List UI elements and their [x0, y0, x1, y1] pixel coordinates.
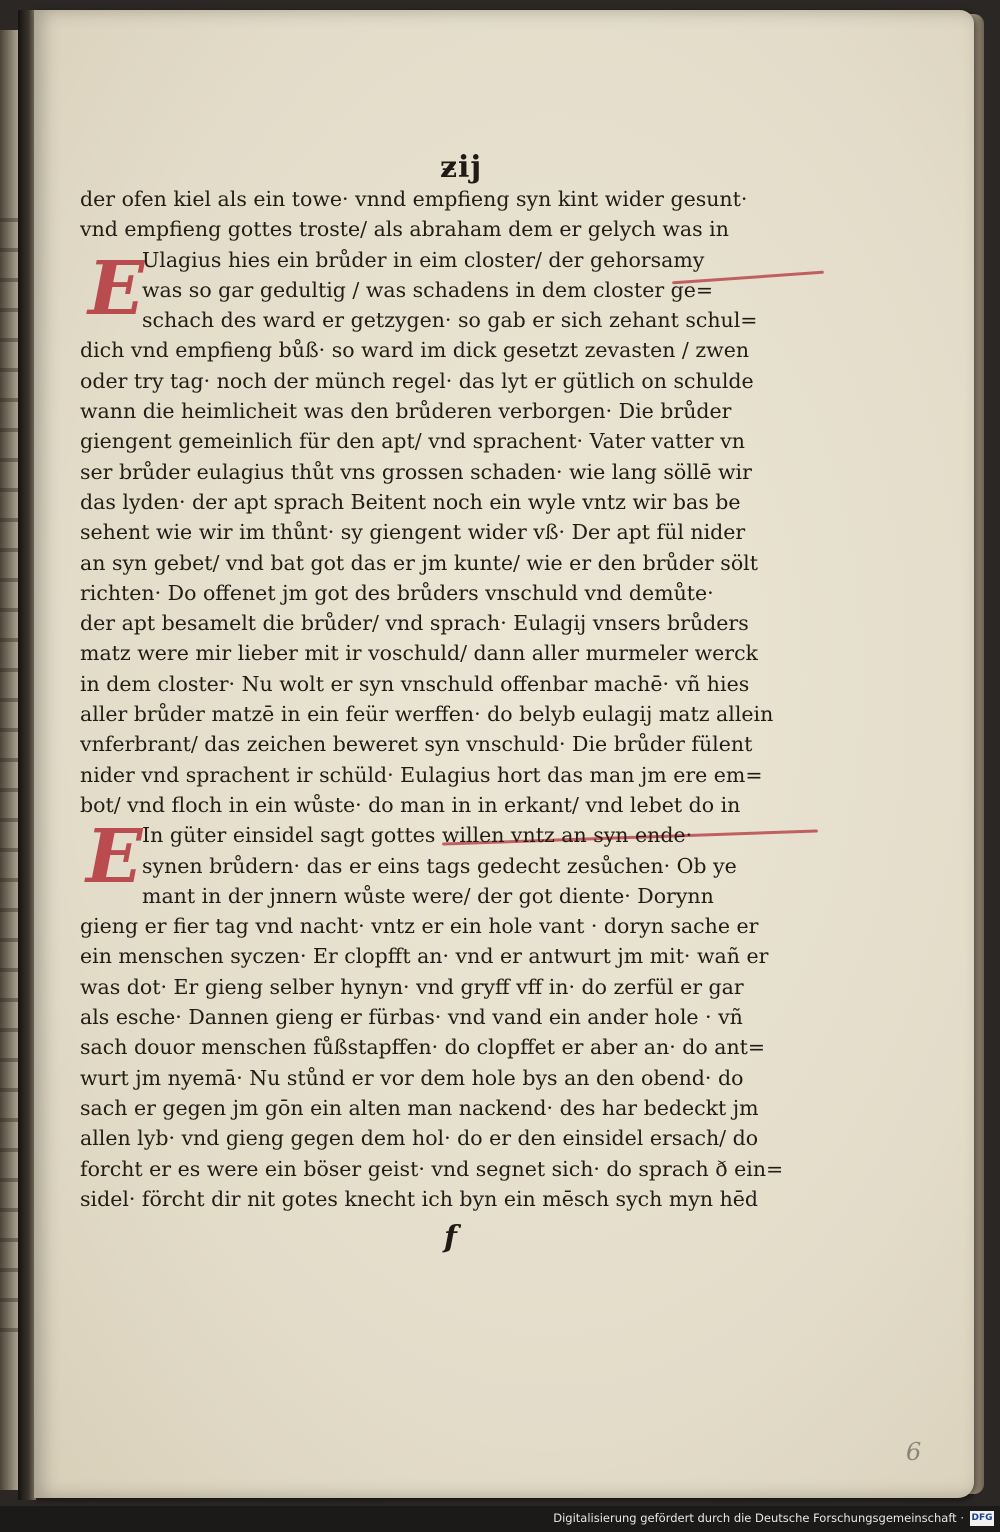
- text-line: als esche· Dannen gieng er fürbas· vnd vand ein ander hole · vñ: [80, 1005, 743, 1030]
- text-line: wann die heimlicheit was den brůderen verborgen· Die brůder: [80, 399, 732, 424]
- text-line: In güter einsidel sagt gottes willen vntz an syn ende·: [142, 823, 693, 848]
- text-line: der apt besamelt die brůder/ vnd sprach· Eulagij vnsers brůders: [80, 611, 749, 636]
- text-line: nider vnd sprachent ir schüld· Eulagius hort das man jm ere em=: [80, 762, 763, 787]
- text-line: aller brůder matzē in ein feür werffen· do belyb eulagij matz allein: [80, 702, 774, 727]
- text-line: Ulagius hies ein brůder in eim closter/ der gehorsamy: [142, 247, 705, 272]
- text-line: matz were mir lieber mit ir voschuld/ dann aller murmeler werck: [80, 641, 758, 666]
- text-line: mant in der jnnern wůste were/ der got diente· Dorynn: [142, 883, 714, 908]
- text-line: sidel· förcht dir nit gotes knecht ich byn ein mēsch sych myn hēd: [80, 1186, 759, 1211]
- text-line: richten· Do offenet jm got des brůders vnschuld vnd demůte·: [80, 580, 714, 605]
- text-line: ser brůder eulagius thůt vns grossen schaden· wie lang söllē wir: [80, 459, 752, 484]
- text-line: was so gar gedultig / was schadens in dem closter ge=: [142, 277, 714, 302]
- rubricated-initial: E: [86, 814, 143, 900]
- signature-mark: f: [444, 1220, 457, 1255]
- text-line: gieng er fier tag vnd nacht· vntz er ein hole vant · doryn sache er: [80, 914, 759, 939]
- text-line: wurt jm nyemā· Nu stůnd er vor dem hole bys an den obend· do: [80, 1065, 744, 1090]
- text-line: der ofen kiel als ein towe· vnnd empfieng syn kint wider gesunt·: [80, 187, 748, 211]
- text-line: sach douor menschen fůßstapffen· do clopffet er aber an· do ant=: [80, 1035, 766, 1060]
- dfg-logo-icon: DFG: [970, 1511, 994, 1526]
- pencil-foliation-mark: 6: [906, 1438, 922, 1466]
- text-line: in dem closter· Nu wolt er syn vnschuld offenbar machē· vñ hies: [80, 671, 750, 696]
- text-line: schach des ward er getzygen· so gab er sich zehant schul=: [142, 308, 758, 333]
- digitization-footer: [0, 1506, 1000, 1532]
- main-text-block: [80, 184, 825, 1214]
- text-line: das lyden· der apt sprach Beitent noch ein wyle vntz wir bas be: [80, 489, 741, 514]
- text-line: vnferbrant/ das zeichen beweret syn vnschuld· Die brůder fülent: [80, 732, 753, 757]
- text-line: dich vnd empfieng bůß· so ward im dick gesetzt zevasten / zwen: [80, 338, 750, 363]
- text-line: giengent gemeinlich für den apt/ vnd sprachent· Vater vatter vn: [80, 429, 745, 454]
- rubricated-initial: E: [88, 246, 145, 332]
- funding-credit: Digitalisierung gefördert durch die Deutsche Forschungsgemeinschaft ·: [553, 1511, 964, 1525]
- text-line: ein menschen syczen· Er clopfft an· vnd er antwurt jm mit· wañ er: [80, 944, 769, 969]
- folio-number: ƶij: [440, 150, 483, 185]
- text-line: forcht er es were ein böser geist· vnd segnet sich· do sprach ð ein=: [80, 1156, 784, 1181]
- text-line: synen brůdern· das er eins tags gedecht zesůchen· Ob ye: [142, 853, 737, 878]
- text-line: an syn gebet/ vnd bat got das er jm kunte/ wie er den brůder sölt: [80, 550, 758, 575]
- text-line: sehent wie wir im thůnt· sy giengent wider vß· Der apt fül nider: [80, 520, 746, 545]
- text-line: was dot· Er gieng selber hynyn· vnd gryff vff in· do zerfül er gar: [80, 974, 744, 999]
- text-line: sach er gegen jm gōn ein alten man nackend· des har bedeckt jm: [80, 1095, 759, 1120]
- text-line: vnd empfieng gottes troste/ als abraham dem er gelych was in: [80, 217, 729, 242]
- text-line: oder try tag· noch der münch regel· das lyt er gütlich on schulde: [80, 368, 754, 393]
- text-line: bot/ vnd floch in ein wůste· do man in in erkant/ vnd lebet do in: [80, 792, 741, 817]
- text-line: allen lyb· vnd gieng gegen dem hol· do er den einsidel ersach/ do: [80, 1126, 759, 1151]
